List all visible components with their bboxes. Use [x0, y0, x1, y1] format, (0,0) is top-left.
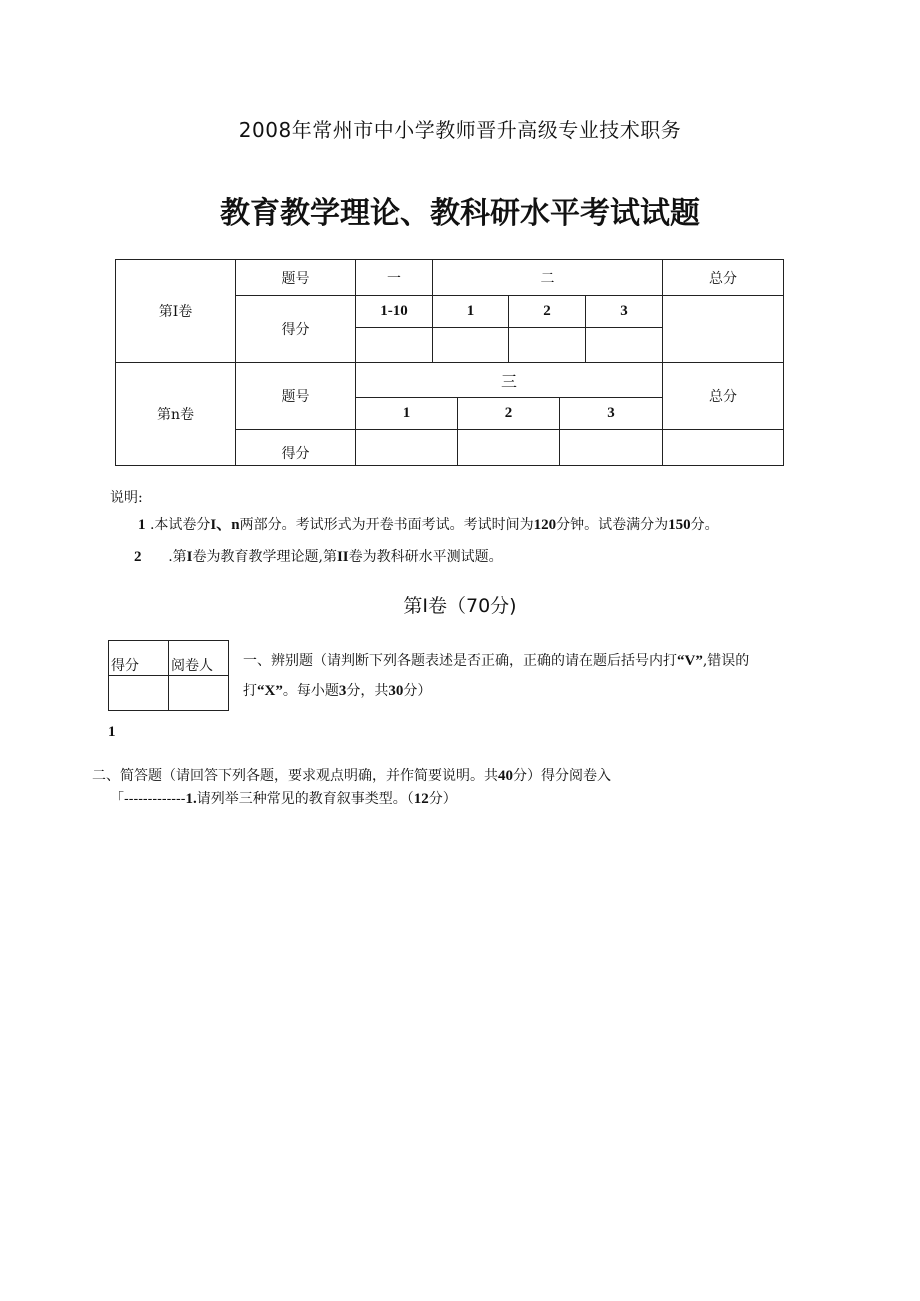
grader-score-cell — [109, 676, 169, 711]
question1-text: 一、辨别题（请判断下列各题表述是否正确，正确的请在题后括号内打 — [243, 653, 677, 669]
grader-reviewer-label: 阅卷人 — [169, 641, 229, 676]
grader-box — [108, 640, 229, 711]
question1-text: 分，共 — [346, 683, 389, 699]
part2-score-cell — [356, 430, 458, 466]
grader-score-label: 得分 — [109, 641, 169, 676]
section1-heading: 第I卷（70分) — [403, 595, 517, 617]
question2-item-text: 请列举三种常见的教育叙事类型。（ — [196, 791, 414, 807]
score-table — [115, 259, 784, 466]
note-1-text: 两部分。考试形式为开卷书面考试。考试时间为 — [239, 517, 534, 533]
note-2-text: II — [336, 549, 349, 565]
part1-col-1-10: 1-10 — [356, 296, 433, 328]
part2-defen: 得分 — [236, 430, 356, 466]
exam-title-line2: 教育教学理论、教科研水平考试试题 — [220, 196, 700, 231]
question1-mark: “X” — [257, 683, 283, 699]
exam-title-line1: 2008年常州市中小学教师晋升高级专业技术职务 — [238, 118, 682, 142]
part2-score-cell — [458, 430, 560, 466]
question1-text: 。每小题 — [282, 683, 339, 699]
question2-total: 40 — [498, 768, 513, 784]
question1-text: 分） — [403, 683, 432, 699]
page-marker: 1 — [108, 724, 116, 740]
grader-reviewer-cell — [169, 676, 229, 711]
part1-tihao: 题号 — [236, 260, 356, 296]
question2-item-1 — [110, 788, 457, 808]
question1-text: ,错误的打 — [243, 653, 750, 699]
notes-label: 说明: — [110, 490, 143, 506]
part1-defen: 得分 — [236, 296, 356, 363]
note-2-number: 2 — [134, 549, 142, 565]
note-2-text: 卷为教科研水平测试题。 — [348, 549, 503, 565]
note-1-text: 分。 — [690, 517, 719, 533]
note-1-score: 150 — [668, 517, 691, 533]
section3-header: 三 — [356, 363, 663, 398]
part2-tihao: 题号 — [236, 363, 356, 430]
question1-total: 30 — [388, 683, 404, 699]
part1-col-3: 3 — [586, 296, 663, 328]
part1-score-cell — [509, 328, 586, 363]
note-1-text: I、n — [210, 517, 240, 533]
note-1 — [138, 513, 719, 534]
part1-col-2: 2 — [509, 296, 586, 328]
question2-item-points: 12 — [413, 791, 429, 807]
note-1-number: 1 — [138, 517, 146, 533]
part2-total-cell — [663, 430, 784, 466]
part2-col-2: 2 — [458, 398, 560, 430]
note-1-text: 分钟。试卷满分为 — [556, 517, 669, 533]
part1-score-cell — [433, 328, 509, 363]
note-2-text: .第 — [168, 549, 187, 565]
part2-label: 第n卷 — [116, 363, 236, 466]
note-2-text: I — [186, 549, 193, 565]
part1-col-1: 1 — [433, 296, 509, 328]
question2-item-number: 1. — [185, 791, 197, 807]
question2-text: 二、简答题（请回答下列各题，要求观点明确，并作简要说明。共 — [92, 768, 498, 784]
question2-item-text: 分） — [428, 791, 457, 807]
part1-total-header: 总分 — [663, 260, 784, 296]
part1-score-cell — [356, 328, 433, 363]
note-2 — [134, 546, 503, 566]
part2-col-1: 1 — [356, 398, 458, 430]
part2-col-3: 3 — [560, 398, 663, 430]
part1-score-cell — [586, 328, 663, 363]
part1-total-cell — [663, 296, 784, 363]
note-2-text: 卷为教育教学理论题,第 — [192, 549, 337, 565]
section2-header: 二 — [433, 260, 663, 296]
question1-instructions — [243, 646, 803, 706]
question1-mark: “V” — [677, 653, 703, 669]
part2-score-cell — [560, 430, 663, 466]
part2-total-header: 总分 — [663, 363, 784, 430]
note-1-text: .本试卷分 — [149, 517, 211, 533]
section1-header: 一 — [356, 260, 433, 296]
note-1-time: 120 — [533, 517, 557, 533]
part1-label: 第I卷 — [116, 260, 236, 363]
question2-instructions — [92, 765, 611, 785]
question2-item-prefix: 「------------- — [110, 791, 186, 807]
question2-text: 分）得分阅卷入 — [513, 768, 611, 784]
question1-points: 3 — [338, 683, 347, 699]
